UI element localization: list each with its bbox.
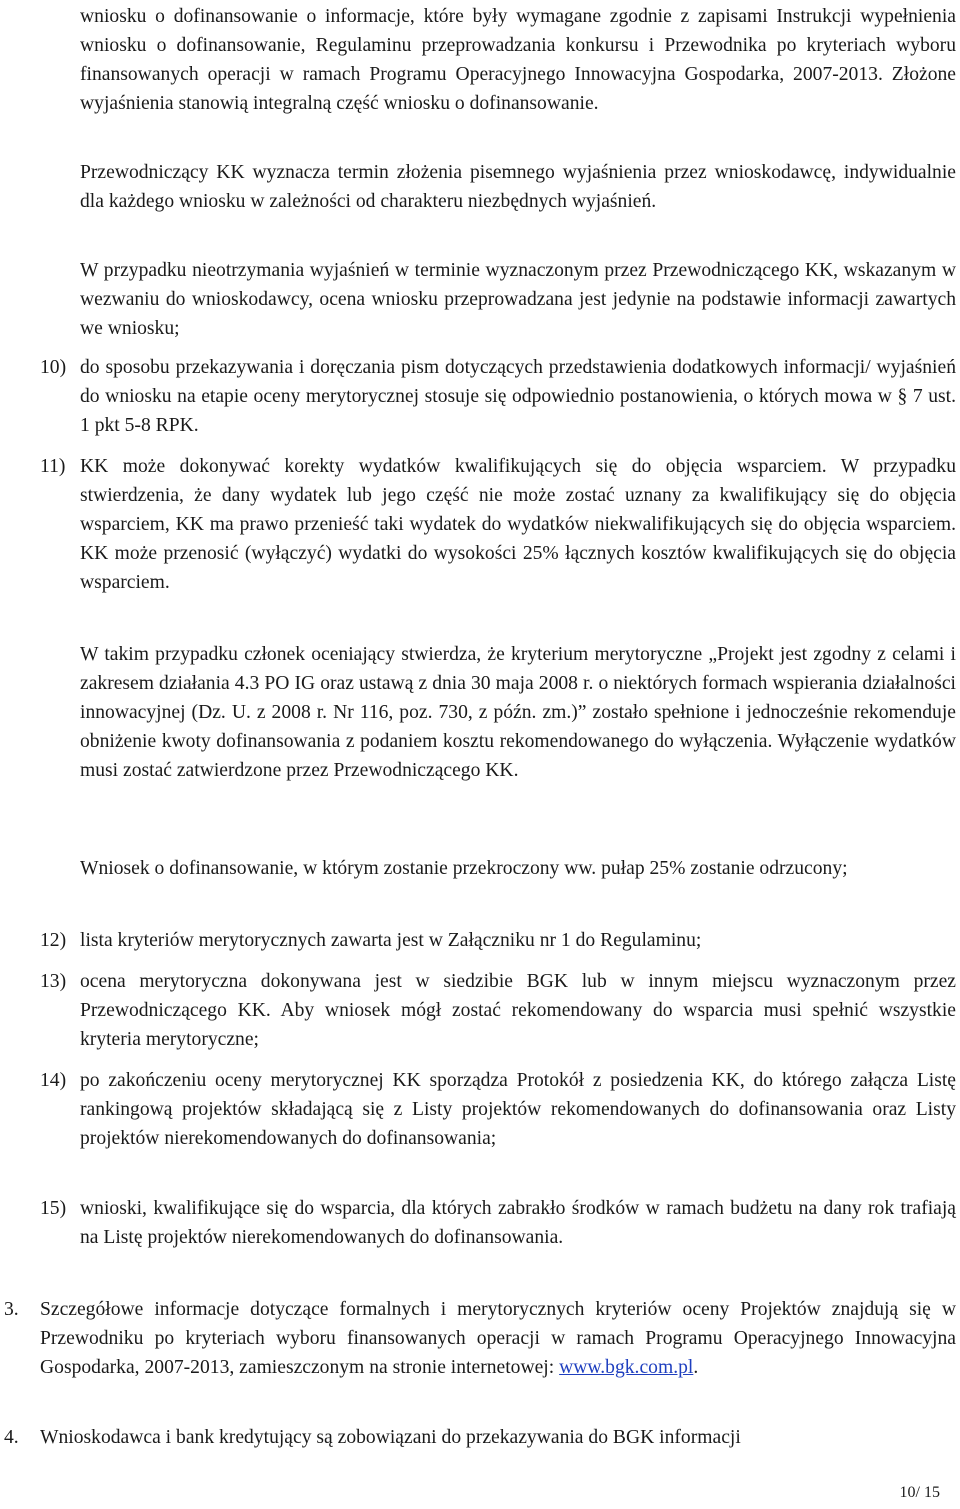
list-item-14 [40, 1066, 956, 1153]
section-3 [4, 1295, 956, 1382]
section-text: Wnioskodawca i bank kredytujący są zobowiązani do przekazywania do BGK informacji [40, 1427, 741, 1448]
list-number: 11) [40, 456, 66, 477]
paragraph-member-assessment: W takim przypadku członek oceniający stwierdza, że kryterium merytoryczne „Projekt jest zgodny z celami i zakresem działania 4.3 PO IG oraz ustawą z dnia 30 maja 2008 r. o niektórych formach wspierania działalności innowacyjnej (Dz. U. z 2008 r. Nr 116, poz. 730, z późn. zm.)” zostało spełnione i jednocześnie rekomenduje obniżenie kwoty dofinansowania z podaniem kosztu rekomendowanego do wyłączenia. Wyłączenie wydatków musi zostać zatwierdzone przez Przewodniczącego KK. [80, 644, 956, 781]
list-text: po zakończeniu oceny merytorycznej KK sporządza Protokół z posiedzenia KK, do którego załącza Listę rankingową projektów składającą się z Listy projektów rekomendowanych do dofinansowania oraz Listy projektów nierekomendowanych do dofinansowania; [80, 1070, 956, 1149]
list-text: wnioski, kwalifikujące się do wsparcia, dla których zabrakło środków w ramach budżetu na dany rok trafiają na Listę projektów nierekomendowanych do dofinansowania. [80, 1198, 956, 1248]
list-text: lista kryteriów merytorycznych zawarta jest w Załączniku nr 1 do Regulaminu; [80, 930, 702, 951]
section-text-end: . [693, 1357, 699, 1378]
paragraph-deadline: Przewodniczący KK wyznacza termin złożenia pisemnego wyjaśnienia przez wnioskodawcę, indywidualnie dla każdego wniosku w zależności od charakteru niezbędnych wyjaśnień. [80, 162, 956, 212]
list-number: 12) [40, 930, 67, 951]
list-item-11 [40, 452, 956, 597]
list-text: do sposobu przekazywania i doręczania pism dotyczących przedstawienia dodatkowych informacji/ wyjaśnień do wniosku na etapie oceny merytorycznej stosuje się odpowiednio postanowienia, o których mowa w § 7 ust. 1 pkt 5-8 RPK. [80, 357, 956, 436]
page-number: 10/ 15 [899, 1484, 940, 1501]
section-4 [4, 1423, 956, 1452]
section-text-body: Szczegółowe informacje dotyczące formalnych i merytorycznych kryteriów oceny Projektów znajdują się w Przewodniku po kryteriach wyboru finansowanych operacji w ramach Programu Operacyjnego Innowacyjna Gospodarka, 2007-2013, zamieszczonym na stronie internetowej: [40, 1299, 956, 1378]
paragraph-no-response: W przypadku nieotrzymania wyjaśnień w terminie wyznaczonym przez Przewodniczącego KK, wskazanym w wezwaniu do wnioskodawcy, ocena wniosku przeprowadzana jest jedynie na podstawie informacji zawartych we wniosku; [80, 260, 956, 339]
section-text [40, 1295, 956, 1382]
section-number: 4. [4, 1427, 19, 1448]
list-number: 13) [40, 971, 67, 992]
list-text: KK może dokonywać korekty wydatków kwalifikujących się do objęcia wsparciem. W przypadku stwierdzenia, że dany wydatek lub jego część nie może zostać uznany za kwalifikujący się do objęcia wsparciem, KK ma prawo przenieść taki wydatek do wydatków niekwalifikujących się do objęcia wsparciem. KK może przenosić (wyłączyć) wydatki do wysokości 25% łącznych kosztów kwalifikujących się do objęcia wsparciem. [80, 456, 956, 593]
list-number: 15) [40, 1198, 67, 1219]
section-number: 3. [4, 1299, 19, 1320]
list-item-15 [40, 1194, 956, 1252]
list-item-10 [40, 353, 956, 440]
list-number: 10) [40, 357, 67, 378]
list-item-13 [40, 967, 956, 1054]
bgk-website-link[interactable]: www.bgk.com.pl [559, 1357, 694, 1378]
list-text: ocena merytoryczna dokonywana jest w siedzibie BGK lub w innym miejscu wyznaczonym przez Przewodniczącego KK. Aby wniosek mógł zostać rekomendowany do wsparcia musi spełnić wszystkie kryteria merytoryczne; [80, 971, 956, 1050]
paragraph-rejection: Wniosek o dofinansowanie, w którym zostanie przekroczony ww. pułap 25% zostanie odrzucony; [80, 858, 848, 879]
list-item-12 [40, 926, 956, 955]
paragraph-continuation: wniosku o dofinansowanie o informacje, które były wymagane zgodnie z zapisami Instrukcji wypełnienia wniosku o dofinansowanie, Regulaminu przeprowadzania konkursu i Przewodnika po kryteriach wyboru finansowanych operacji w ramach Programu Operacyjnego Innowacyjna Gospodarka, 2007-2013. Złożone wyjaśnienia stanowią integralną część wniosku o dofinansowanie. [80, 6, 956, 114]
list-number: 14) [40, 1070, 67, 1091]
